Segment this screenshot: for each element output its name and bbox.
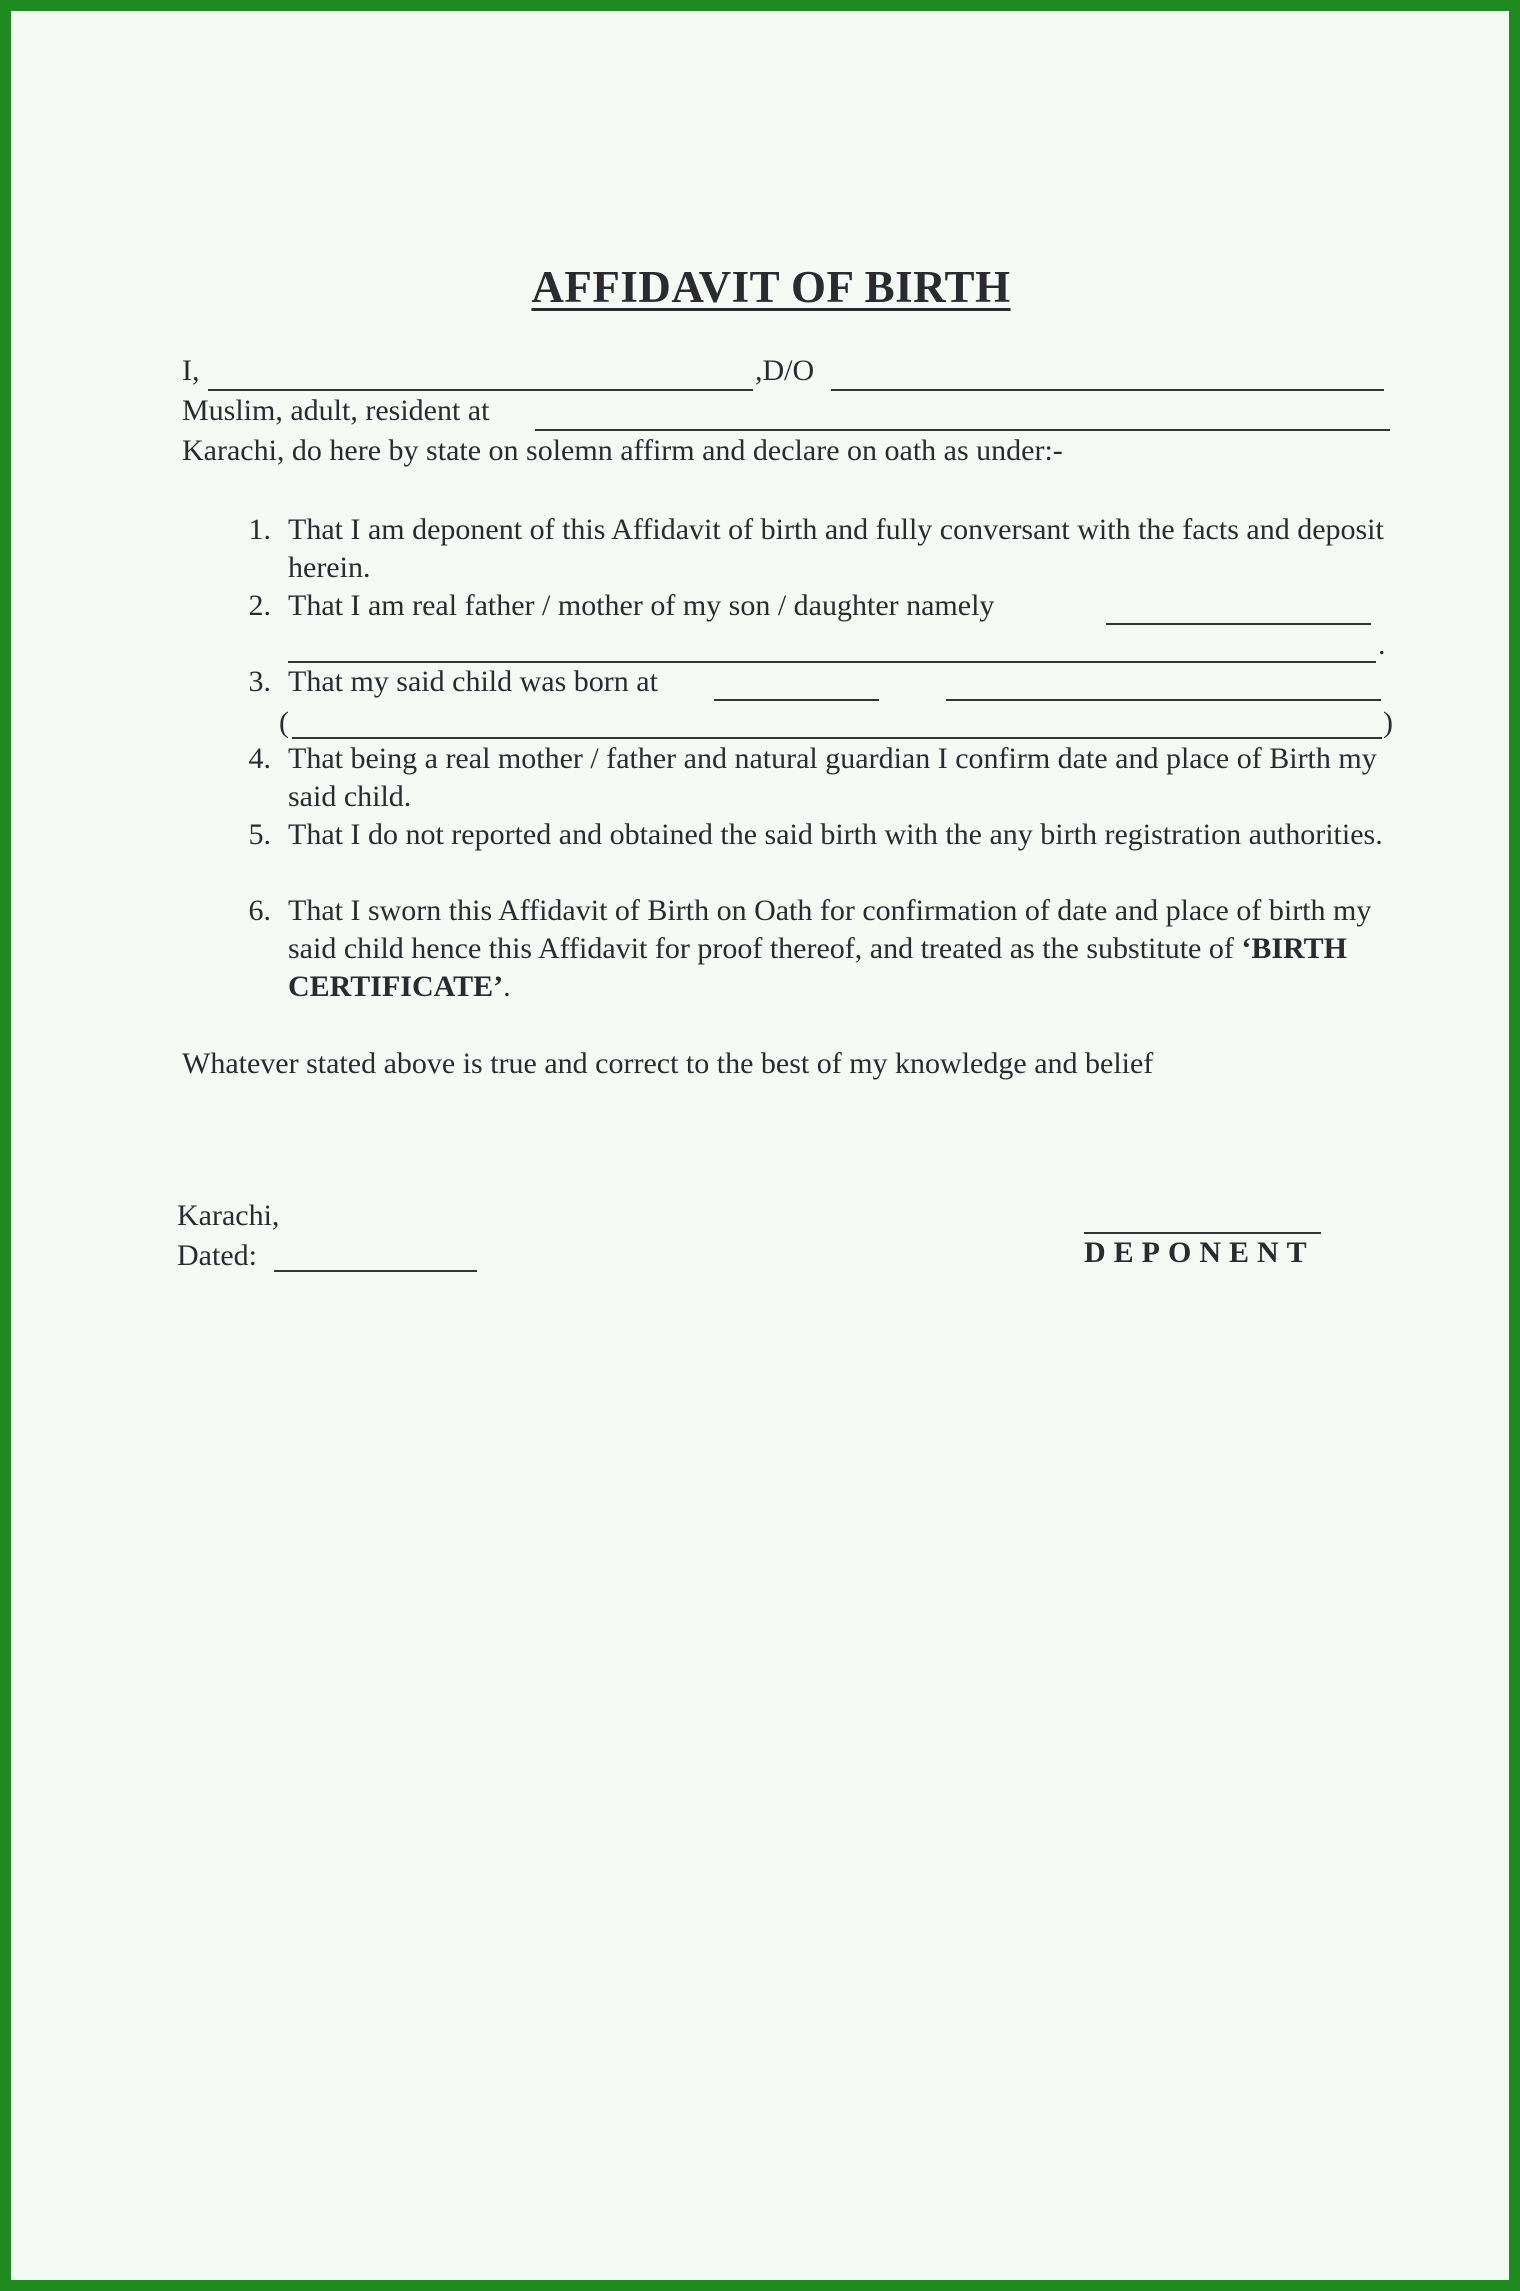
closing-statement: Whatever stated above is true and correct to the best of my knowledge and belief <box>182 1047 1154 1080</box>
intro-do-label: ,D/O <box>755 354 815 387</box>
signature-line[interactable] <box>1084 1232 1321 1234</box>
item-3-open-paren: ( <box>279 706 289 739</box>
date-blank[interactable] <box>274 1270 477 1272</box>
item-2-number: 2. <box>248 589 271 622</box>
item-6-text-main: That I sworn this Affidavit of Birth on Oath for confirmation of date and place of birth my said child hence this Affidavit for proof thereof, and treated as the substitute of <box>288 894 1372 965</box>
birth-detail-blank[interactable] <box>292 737 1382 739</box>
item-1-number: 1. <box>248 513 271 546</box>
document-title: AFFIDAVIT OF BIRTH <box>531 262 1011 312</box>
birth-certificate-emphasis: ‘BIRTH CERTIFICATE’ <box>288 932 1347 1003</box>
place-label: Karachi, <box>177 1199 280 1232</box>
birth-place-blank[interactable] <box>946 699 1381 701</box>
child-name-blank[interactable] <box>1106 623 1371 625</box>
intro-i-prefix: I, <box>182 354 200 387</box>
item-5-text: That I do not reported and obtained the said birth with the any birth registration authorities. <box>288 818 1383 851</box>
item-2-text: That I am real father / mother of my son / daughter namely <box>288 589 995 622</box>
dated-label: Dated: <box>177 1239 257 1272</box>
intro-resident-label: Muslim, adult, resident at <box>182 394 490 427</box>
item-5-number: 5. <box>248 818 271 851</box>
item-6-text <box>288 892 1398 1006</box>
deponent-label: DEPONENT <box>1084 1236 1315 1269</box>
parent-name-blank[interactable] <box>831 389 1384 391</box>
item-4-number: 4. <box>248 742 271 775</box>
item-2-end-period: . <box>1378 628 1386 661</box>
intro-declaration: Karachi, do here by state on solemn affirm and declare on oath as under:- <box>182 434 1063 467</box>
item-3-close-paren: ) <box>1383 706 1393 739</box>
item-1-text: That I am deponent of this Affidavit of birth and fully conversant with the facts and deposit herein. <box>288 513 1384 584</box>
item-6-number: 6. <box>248 894 271 927</box>
birth-date-blank[interactable] <box>714 699 879 701</box>
item-3-number: 3. <box>248 665 271 698</box>
item-6-text-end: . <box>503 970 511 1003</box>
item-4-text: That being a real mother / father and natural guardian I confirm date and place of Birth my said child. <box>288 742 1377 813</box>
item-3-text: That my said child was born at <box>288 665 658 698</box>
